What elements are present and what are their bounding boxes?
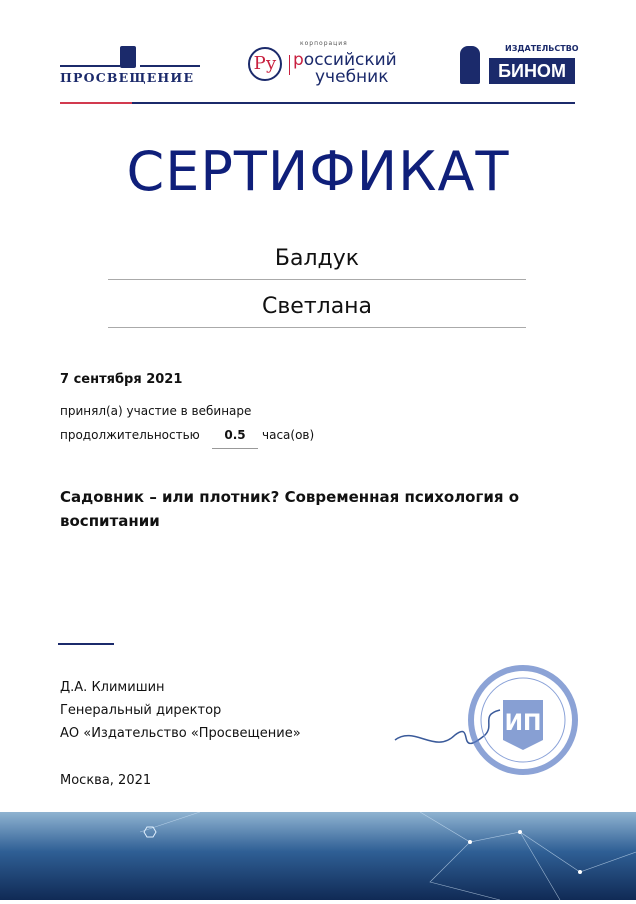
signature-stamp-icon — [385, 665, 585, 780]
logo-prosveshchenie: ПРОСВЕЩЕНИЕ — [60, 70, 195, 85]
ru-logo-text — [293, 52, 397, 86]
ru-line1: оссийский — [303, 50, 397, 70]
ru-logo-divider — [289, 55, 290, 75]
certificate-title: СЕРТИФИКАТ — [126, 140, 510, 203]
logo-line-right — [140, 65, 200, 67]
surname: Балдук — [108, 246, 526, 280]
participation: принял(а) участие в вебинаре — [60, 404, 252, 418]
webinar-title: Садовник – или плотник? Современная психология о воспитании — [60, 488, 519, 530]
header-rule-accent — [60, 102, 132, 104]
prosveshchenie-emblem-icon — [120, 46, 136, 68]
ru-line2: учебник — [315, 67, 389, 87]
signatory-company: АО «Издательство «Просвещение» — [60, 726, 301, 741]
signature-divider — [58, 643, 114, 645]
network-pattern-icon — [0, 812, 636, 900]
city-year: Москва, 2021 — [60, 773, 152, 788]
stamp-text: ИП — [504, 711, 542, 736]
ru-logo-small: корпорация — [300, 40, 348, 47]
ru-logo-icon: Ру — [248, 47, 282, 81]
date: 7 сентября 2021 — [60, 372, 183, 387]
first-name: Светлана — [108, 294, 526, 328]
header-rule — [60, 102, 575, 104]
ru-initial: р — [293, 50, 304, 70]
signatory-name: Д.А. Климишин — [60, 680, 165, 695]
binom-figure-icon — [460, 46, 480, 84]
duration-unit: часа(ов) — [262, 428, 315, 442]
signatory-position: Генеральный директор — [60, 703, 222, 718]
duration-label: продолжительностью — [60, 428, 200, 442]
footer-decoration — [0, 812, 636, 900]
binom-small: ИЗДАТЕЛЬСТВО — [505, 44, 579, 53]
logo-line-left — [60, 65, 120, 67]
logo-binom: БИНОМ — [489, 58, 575, 84]
duration-value: 0.5 — [212, 428, 258, 449]
